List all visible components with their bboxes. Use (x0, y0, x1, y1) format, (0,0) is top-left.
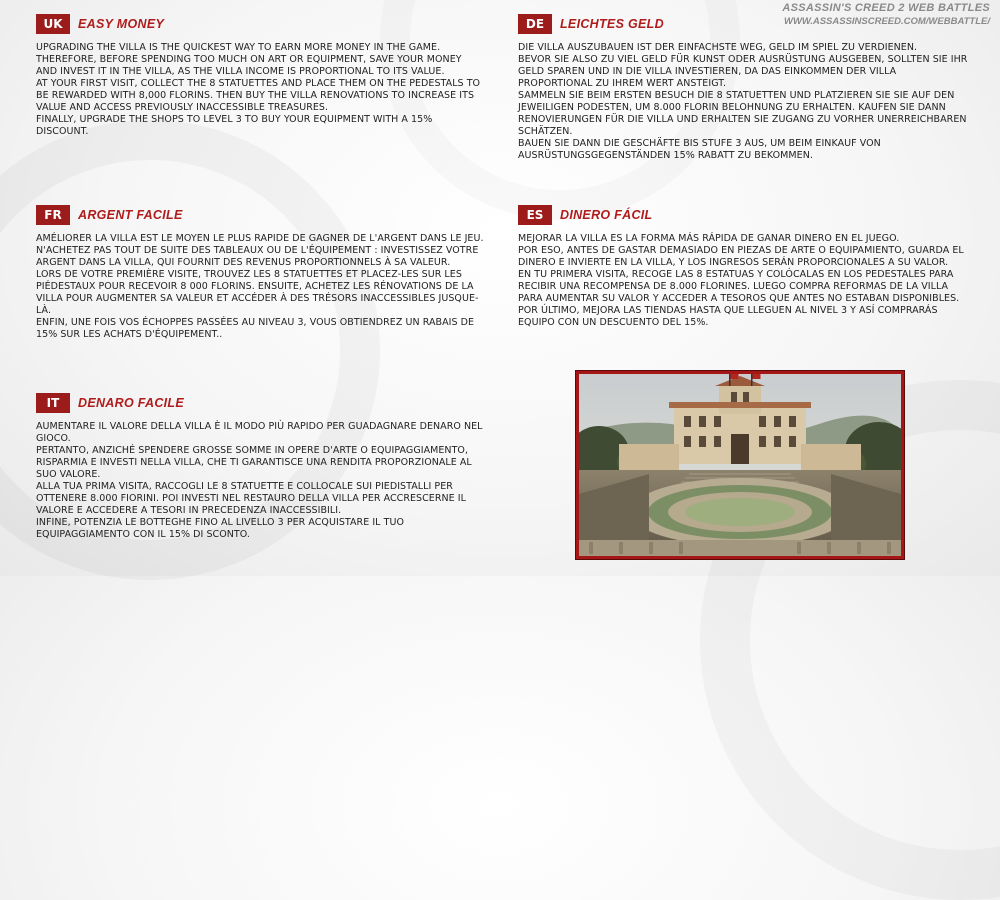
paragraph: ALLA TUA PRIMA VISITA, RACCOGLI LE 8 STATUETTE E COLLOCALE SUI PIEDISTALLI PER OTTENERE 8.000 FIORINI. POI INVESTI NEL RESTAURO DELLA VILLA PER ACCRESCERNE IL VALORE E ACCEDERE A TESORI IN PRECEDENZA INACCESSIBILI. (36, 481, 466, 516)
section-body (518, 42, 970, 162)
section-header (36, 205, 486, 225)
section-header (518, 205, 970, 225)
paragraph: UPGRADING THE VILLA IS THE QUICKEST WAY TO EARN MORE MONEY IN THE GAME. (36, 42, 441, 53)
paragraph: N'ACHETEZ PAS TOUT DE SUITE DES TABLEAUX OU DE L'ÉQUIPEMENT : INVESTISSEZ VOTRE ARGENT DANS LA VILLA, QUI FOURNIT DES REVENUS PROPORTIONNELS À SA VALEUR. (36, 245, 479, 268)
language-tag: DE (518, 14, 552, 34)
section-body (36, 42, 484, 138)
paragraph: ENFIN, UNE FOIS VOS ÉCHOPPES PASSÉES AU NIVEAU 3, VOUS OBTIENDREZ UN RABAIS DE 15% SUR LES ACHATS D'ÉQUIPEMENT.. (36, 317, 475, 340)
paragraph: POR ESO, ANTES DE GASTAR DEMASIADO EN PIEZAS DE ARTE O EQUIPAMIENTO, GUARDA EL DINERO E INVIERTE EN LA VILLA, Y LOS INGRESOS SERÁN PROPORCIONALES A SU VALOR. (518, 245, 964, 268)
section-body (518, 233, 970, 329)
villa-screenshot (576, 371, 904, 559)
section-it (36, 393, 486, 541)
section-title: DENARO FACILE (78, 396, 184, 410)
brand-title: ASSASSIN'S CREED 2 WEB BATTLES (782, 2, 990, 14)
paragraph: AT YOUR FIRST VISIT, COLLECT THE 8 STATUETTES AND PLACE THEM ON THE PEDESTALS TO BE REWARDED WITH 8,000 FLORINS. THEN BUY THE VILLA RENOVATIONS TO INCREASE ITS VALUE AND ACCESS PREVIOUSLY INACCESSIBLE TREASURES. (36, 78, 481, 113)
paragraph: BAUEN SIE DANN DIE GESCHÄFTE BIS STUFE 3 AUS, UM BEIM EINKAUF VON AUSRÜSTUNGSGEGENSTÄNDEN 15% RABATT ZU BEKOMMEN. (518, 138, 881, 161)
villa-illustration (579, 374, 901, 556)
paragraph: EN TU PRIMERA VISITA, RECOGE LAS 8 ESTATUAS Y COLÓCALAS EN LOS PEDESTALES PARA RECIBIR UNA RECOMPENSA DE 8.000 FLORINES. LUEGO COMPRA REFORMAS DE LA VILLA PARA AUMENTAR SU VALOR Y ACCEDER A TESOROS QUE ANTES NO ESTABAN DISPONIBLES. (518, 269, 960, 304)
section-de (518, 14, 970, 162)
paragraph: THEREFORE, BEFORE SPENDING TOO MUCH ON ART OR EQUIPMENT, SAVE YOUR MONEY AND INVEST IT IN THE VILLA, AS THE VILLA INCOME IS PROPORTIONAL TO ITS VALUE. (36, 54, 462, 77)
section-header (518, 14, 970, 34)
language-tag: ES (518, 205, 552, 225)
paragraph: POR ÚLTIMO, MEJORA LAS TIENDAS HASTA QUE LLEGUEN AL NIVEL 3 Y ASÍ COMPRARÁS EQUIPO CON UN DESCUENTO DEL 15%. (518, 305, 938, 328)
paragraph: DIE VILLA AUSZUBAUEN IST DER EINFACHSTE WEG, GELD IM SPIEL ZU VERDIENEN. (518, 42, 918, 53)
section-es (518, 205, 970, 329)
section-header (36, 14, 484, 34)
section-title: ARGENT FACILE (78, 208, 183, 222)
paragraph: PERTANTO, ANZICHÉ SPENDERE GROSSE SOMME IN OPERE D'ARTE O EQUIPAGGIAMENTO, RISPARMIA E INVESTI NELLA VILLA, CHE TI GARANTISCE UNA RENDITA PROPORZIONALE AL SUO VALORE. (36, 445, 472, 480)
paragraph: MEJORAR LA VILLA ES LA FORMA MÁS RÁPIDA DE GANAR DINERO EN EL JUEGO. (518, 233, 900, 244)
brand-url: WWW.ASSASSINSCREED.COM/WEBBATTLE/ (784, 16, 990, 27)
paragraph: SAMMELN SIE BEIM ERSTEN BESUCH DIE 8 STATUETTEN UND PLATZIEREN SIE SIE AUF DEN JEWEILIGEN PODESTEN, UM 8.000 FLORIN BELOHNUNG ZU ERHALTEN. KAUFEN SIE DANN RENOVIERUNGEN FÜR DIE VILLA UND ERHALTEN SIE ZUGANG ZU VORHER UNERREICHBAREN SCHÄTZEN. (518, 90, 967, 137)
section-fr (36, 205, 486, 341)
section-body (36, 233, 486, 341)
paragraph: BEVOR SIE ALSO ZU VIEL GELD FÜR KUNST ODER AUSRÜSTUNG AUSGEBEN, SOLLTEN SIE IHR GELD SPAREN UND IN DIE VILLA INVESTIEREN, DA DAS EINKOMMEN DER VILLA PROPORTIONAL ZU IHREM WERT ANSTEIGT. (518, 54, 968, 89)
paragraph: AMÉLIORER LA VILLA EST LE MOYEN LE PLUS RAPIDE DE GAGNER DE L'ARGENT DANS LE JEU. (36, 233, 484, 244)
language-tag: FR (36, 205, 70, 225)
section-body (36, 421, 486, 541)
language-tag: IT (36, 393, 70, 413)
section-uk (36, 14, 484, 138)
paragraph: LORS DE VOTRE PREMIÈRE VISITE, TROUVEZ LES 8 STATUETTES ET PLACEZ-LES SUR LES PIÉDESTAUX POUR RECEVOIR 8 000 FLORINS. ENSUITE, ACHETEZ LES RÉNOVATIONS DE LA VILLA POUR AUGMENTER SA VALEUR ET ACCÉDER À DES TRÉSORS INACCESSIBLES JUSQUE-LÀ. (36, 269, 479, 316)
section-title: LEICHTES GELD (560, 17, 664, 31)
section-header (36, 393, 486, 413)
paragraph: INFINE, POTENZIA LE BOTTEGHE FINO AL LIVELLO 3 PER ACQUISTARE IL TUO EQUIPAGGIAMENTO CON IL 15% DI SCONTO. (36, 517, 404, 540)
section-title: EASY MONEY (78, 17, 165, 31)
language-tag: UK (36, 14, 70, 34)
paragraph: AUMENTARE IL VALORE DELLA VILLA È IL MODO PIÙ RAPIDO PER GUADAGNARE DENARO NEL GIOCO. (36, 421, 483, 444)
paragraph: FINALLY, UPGRADE THE SHOPS TO LEVEL 3 TO BUY YOUR EQUIPMENT WITH A 15% DISCOUNT. (36, 114, 433, 137)
section-title: DINERO FÁCIL (560, 208, 653, 222)
